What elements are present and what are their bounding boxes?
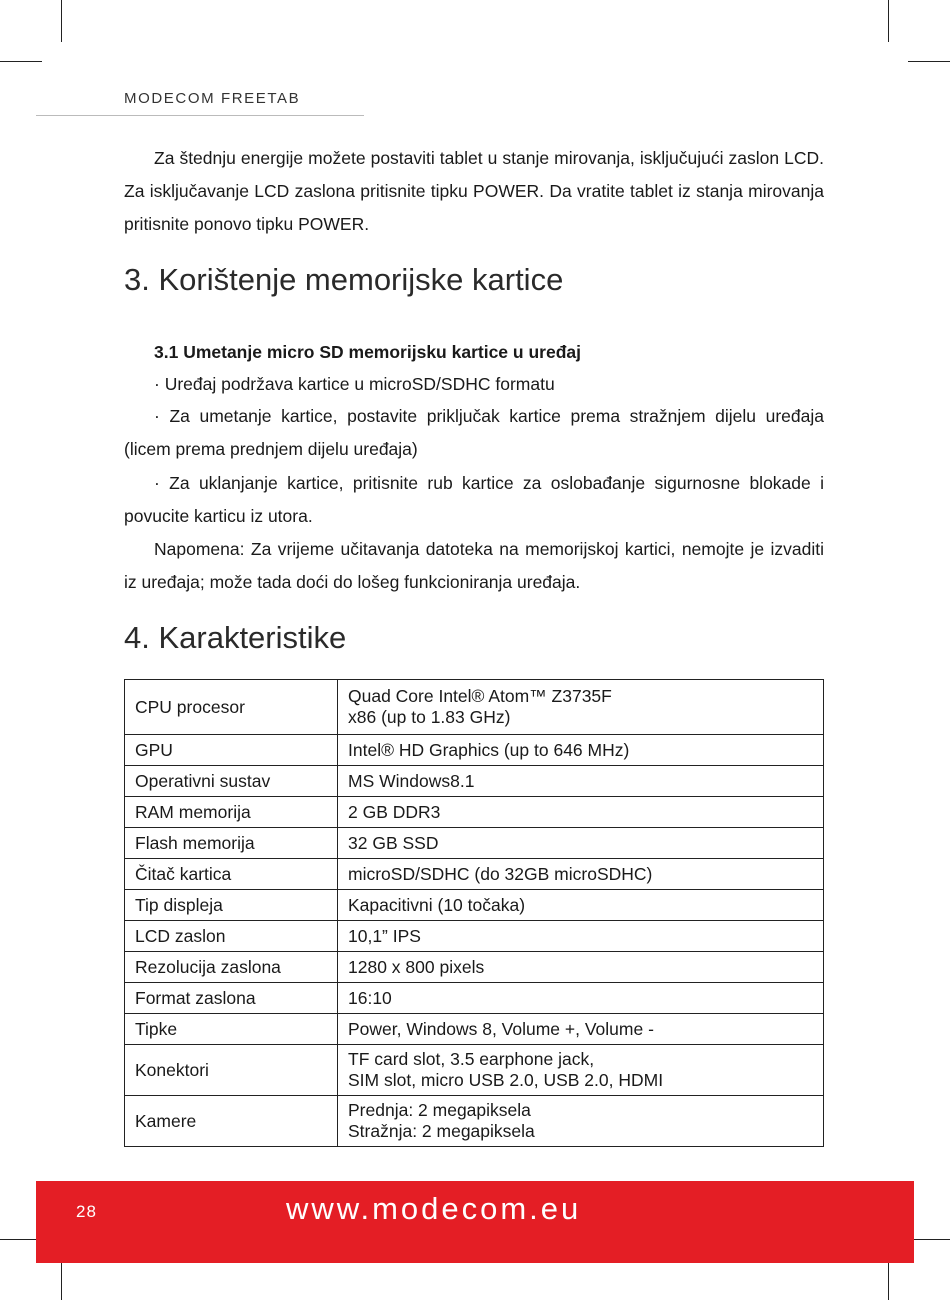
spec-value-line: 16:10 [348,987,392,1008]
header-rule [36,115,364,116]
spec-row [125,766,824,797]
spec-row [125,1096,824,1147]
intro-paragraph: Za štednju energije možete postaviti tablet u stanje mirovanja, isključujući zaslon LCD. Za isključavanje LCD zaslona pritisnite tipku POWER. Da vratite tablet iz stanja mirovanja pritisnite ponovo tipku POWER. [124,148,824,234]
section-3-heading: 3. Korištenje memorijske kartice [124,262,564,297]
spec-label: Flash memorija [125,828,338,859]
spec-row [125,680,824,735]
crop-mark [61,1258,62,1300]
spec-row [125,983,824,1014]
spec-row [125,890,824,921]
note-paragraph: Napomena: Za vrijeme učitavanja datoteka na memorijskoj kartici, nemojte je izvaditi iz uređaja; može tada doći do lošeg funkcioniranja uređaja. [124,539,824,592]
spec-value-line: 10,1” IPS [348,925,421,946]
spec-table [124,679,824,1147]
footer-bar [36,1181,914,1263]
spec-label: Format zaslona [125,983,338,1014]
spec-label: GPU [125,735,338,766]
spec-value-line: Quad Core Intel® Atom™ Z3735F [348,686,612,706]
crop-mark [908,61,950,62]
spec-value-line: Stražnja: 2 megapiksela [348,1121,535,1141]
spec-label: RAM memorija [125,797,338,828]
spec-row [125,952,824,983]
spec-value [338,1014,824,1045]
crop-mark [0,61,42,62]
spec-value-line: Intel® HD Graphics (up to 646 MHz) [348,739,630,760]
spec-label: Tip displeja [125,890,338,921]
spec-row [125,859,824,890]
spec-label: Rezolucija zaslona [125,952,338,983]
spec-value [338,921,824,952]
spec-label: CPU procesor [125,680,338,735]
crop-mark [61,0,62,42]
spec-value [338,828,824,859]
crop-mark [908,1239,950,1240]
spec-value [338,680,824,735]
spec-value [338,735,824,766]
spec-value [338,859,824,890]
spec-value-line: 2 GB DDR3 [348,801,441,822]
spec-value [338,766,824,797]
spec-row [125,797,824,828]
spec-value-line: MS Windows8.1 [348,770,475,791]
bullet-insert: · Za umetanje kartice, postavite priključak kartice prema stražnjem dijelu uređaja (licem prema prednjem dijelu uređaja) [124,406,824,459]
spec-label: Konektori [125,1045,338,1096]
spec-value [338,1045,824,1096]
spec-row [125,735,824,766]
spec-value-line: x86 (up to 1.83 GHz) [348,707,511,727]
spec-label: LCD zaslon [125,921,338,952]
section-3-1-subheading: 3.1 Umetanje micro SD memorijsku kartice u uređaj [154,342,581,362]
section-4-heading: 4. Karakteristike [124,620,347,655]
spec-value-line: microSD/SDHC (do 32GB microSDHC) [348,863,653,884]
spec-row [125,921,824,952]
bullet-remove: · Za uklanjanje kartice, pritisnite rub kartice za oslobađanje sigurnosne blokade i povucite karticu iz utora. [124,473,824,526]
spec-label: Kamere [125,1096,338,1147]
running-header: MODECOM FREETAB [124,90,301,107]
crop-mark [888,0,889,42]
spec-value [338,797,824,828]
spec-value [338,1096,824,1147]
spec-value [338,983,824,1014]
spec-value-line: Prednja: 2 megapiksela [348,1100,531,1120]
page-number: 28 [76,1202,97,1221]
website-url: www.modecom.eu [286,1191,582,1226]
spec-value [338,890,824,921]
spec-value-line: 1280 x 800 pixels [348,956,485,977]
spec-row [125,828,824,859]
spec-row [125,1014,824,1045]
spec-value-line: Kapacitivni (10 točaka) [348,894,526,915]
spec-label: Tipke [125,1014,338,1045]
spec-value-line: Power, Windows 8, Volume +, Volume - [348,1018,654,1039]
spec-label: Operativni sustav [125,766,338,797]
spec-label: Čitač kartica [125,859,338,890]
spec-value [338,952,824,983]
crop-mark [888,1258,889,1300]
spec-value-line: TF card slot, 3.5 earphone jack, [348,1049,595,1069]
spec-row [125,1045,824,1096]
spec-value-line: 32 GB SSD [348,832,439,853]
spec-value-line: SIM slot, micro USB 2.0, USB 2.0, HDMI [348,1070,664,1090]
bullet-format: · Uređaj podržava kartice u microSD/SDHC formatu [154,374,555,394]
